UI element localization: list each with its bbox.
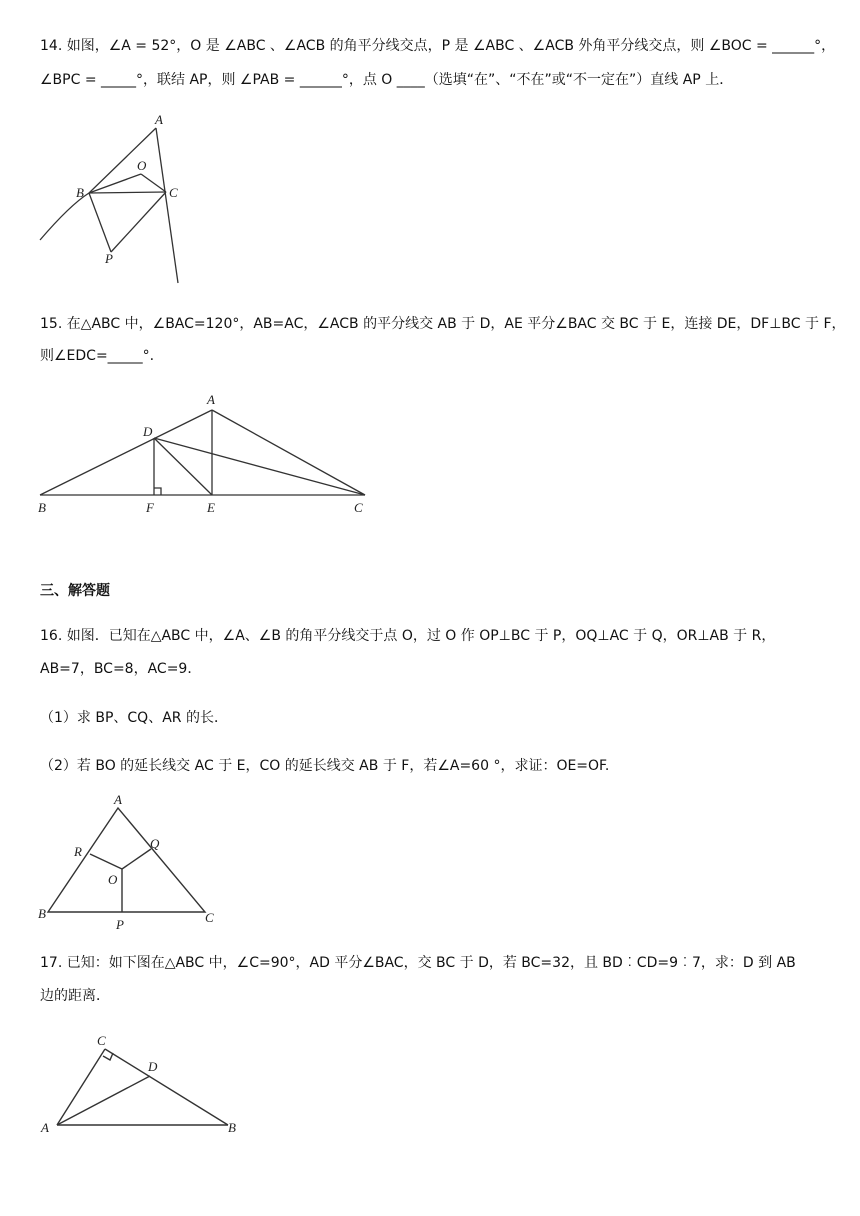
q17-line2: 边的距离． xyxy=(40,988,110,1004)
q15-line1: 15. 在△ABC 中，∠BAC=120°，AB=AC，∠ACB 的平分线交 AB 于 D，AE 平分∠BAC 交 BC 于 E，连接 DE，DF⊥BC 于 F， xyxy=(40,316,846,332)
q17-label-c: C xyxy=(97,1033,106,1048)
q16-line1: 16. 如图．已知在△ABC 中，∠A、∠B 的角平分线交于点 O，过 O 作 OP⊥BC 于 P，OQ⊥AC 于 Q，OR⊥AB 于 R， xyxy=(40,628,776,644)
q14-label-b: B xyxy=(76,185,84,200)
q17-label-d: D xyxy=(148,1059,158,1074)
q14-label-a: A xyxy=(155,112,163,127)
q16-label-o: O xyxy=(108,872,118,887)
q16-label-q: Q xyxy=(150,836,160,851)
q15-label-f: F xyxy=(146,500,154,515)
q16-label-r: R xyxy=(74,844,82,859)
q16-label-p: P xyxy=(116,917,124,932)
q15-label-c: C xyxy=(354,500,363,515)
q14-label-p: P xyxy=(105,251,113,266)
q16-label-b: B xyxy=(38,906,46,921)
q17-label-b: B xyxy=(228,1120,236,1135)
q16-line2: AB=7，BC=8，AC=9． xyxy=(40,661,202,677)
q15-label-d: D xyxy=(143,424,153,439)
q15-label-b: B xyxy=(38,500,46,515)
q16-label-a: A xyxy=(114,792,122,807)
q14-line1: 14. 如图，∠A = 52°，O 是 ∠ABC 、∠ACB 的角平分线交点，P 是 ∠ABC 、∠ACB 外角平分线交点，则 ∠BOC = ______°， xyxy=(40,38,836,54)
q16-part1: （1）求 BP、CQ、AR 的长． xyxy=(40,710,228,726)
q14-label-c: C xyxy=(169,185,178,200)
q15-line2: 则∠EDC=_____°. xyxy=(40,348,155,364)
q16-part2: （2）若 BO 的延长线交 AC 于 E，CO 的延长线交 AB 于 F，若∠A=60 °，求证：OE=OF. xyxy=(40,758,610,774)
q15-label-e: E xyxy=(207,500,215,515)
q14-line2: ∠BPC = _____°，联结 AP，则 ∠PAB = ______°，点 O ____（选填“在”、“不在”或“不一定在”）直线 AP 上． xyxy=(40,72,734,88)
section-heading: 三、解答题 xyxy=(40,583,110,599)
q16-label-c: C xyxy=(205,910,214,925)
q17-label-a: A xyxy=(41,1120,49,1135)
q14-label-o: O xyxy=(137,158,147,173)
q17-line1: 17. 已知：如下图在△ABC 中，∠C=90°，AD 平分∠BAC，交 BC 于 D，若 BC=32，且 BD︰CD=9︰7，求：D 到 AB xyxy=(40,955,796,971)
q15-label-a: A xyxy=(207,392,215,407)
